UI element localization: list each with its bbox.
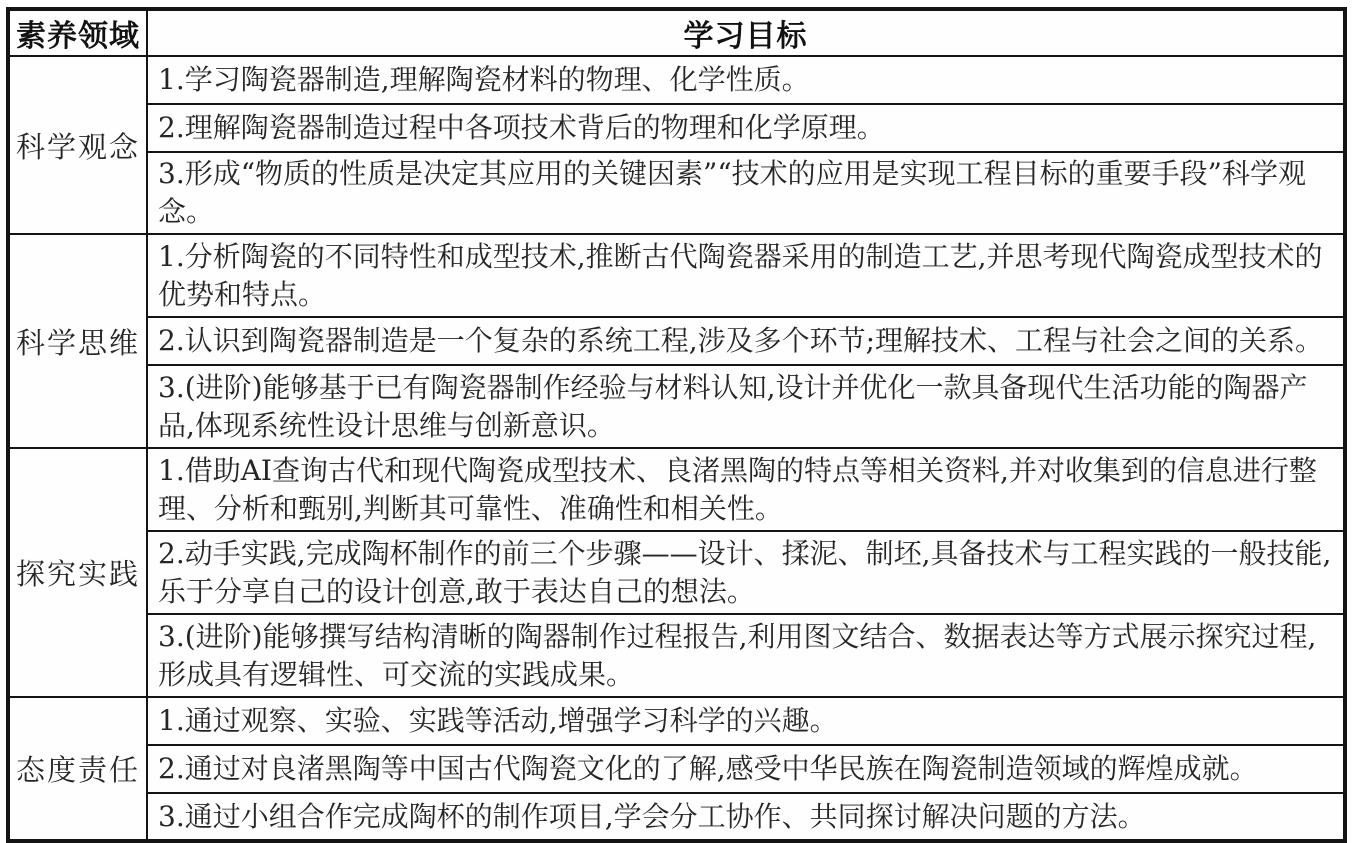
header-cell-domain: 素养领域 (8, 9, 147, 56)
table-row (8, 531, 1345, 614)
table-row (8, 56, 1345, 104)
table-row (8, 317, 1345, 365)
objective-cell: 3.通过小组合作完成陶杯的制作项目,学会分工协作、共同探讨解决问题的方法。 (147, 793, 1345, 841)
table-row (8, 104, 1345, 152)
domain-label-inquiry-practice: 探究实践 (8, 448, 147, 697)
header-cell-objective: 学习目标 (147, 9, 1345, 56)
objective-cell: 1.通过观察、实验、实践等活动,增强学习科学的兴趣。 (147, 697, 1345, 745)
objective-cell: 2.理解陶瓷器制造过程中各项技术背后的物理和化学原理。 (147, 104, 1345, 152)
table-row (8, 614, 1345, 697)
objective-cell: 3.形成“物质的性质是决定其应用的关键因素”“技术的应用是实现工程目标的重要手段”科学观念。 (147, 152, 1345, 234)
objective-cell: 2.认识到陶瓷器制造是一个复杂的系统工程,涉及多个环节;理解技术、工程与社会之间的关系。 (147, 317, 1345, 365)
domain-label-scientific-thinking: 科学思维 (8, 234, 147, 448)
objective-cell: 3.(进阶)能够撰写结构清晰的陶器制作过程报告,利用图文结合、数据表达等方式展示探究过程,形成具有逻辑性、可交流的实践成果。 (147, 614, 1345, 697)
domain-label-science-concepts: 科学观念 (8, 56, 147, 234)
objective-cell: 3.(进阶)能够基于已有陶瓷器制作经验与材料认知,设计并优化一款具备现代生活功能的陶器产品,体现系统性设计思维与创新意识。 (147, 365, 1345, 448)
table-row (8, 793, 1345, 841)
objective-cell: 2.动手实践,完成陶杯制作的前三个步骤——设计、揉泥、制坯,具备技术与工程实践的一般技能,乐于分享自己的设计创意,敢于表达自己的想法。 (147, 531, 1345, 614)
objective-cell: 1.借助AI查询古代和现代陶瓷成型技术、良渚黑陶的特点等相关资料,并对收集到的信息进行整理、分析和甄别,判断其可靠性、准确性和相关性。 (147, 448, 1345, 531)
objective-cell: 1.分析陶瓷的不同特性和成型技术,推断古代陶瓷器采用的制造工艺,并思考现代陶瓷成型技术的优势和特点。 (147, 234, 1345, 317)
learning-objectives-table (6, 7, 1347, 843)
domain-label-attitude-responsibility: 态度责任 (8, 697, 147, 841)
table-row (8, 448, 1345, 531)
table-row (8, 152, 1345, 234)
table-header-row (8, 9, 1345, 56)
table-row (8, 745, 1345, 793)
objective-cell: 1.学习陶瓷器制造,理解陶瓷材料的物理、化学性质。 (147, 56, 1345, 104)
table-row (8, 234, 1345, 317)
objective-cell: 2.通过对良渚黑陶等中国古代陶瓷文化的了解,感受中华民族在陶瓷制造领域的辉煌成就。 (147, 745, 1345, 793)
table-row (8, 697, 1345, 745)
table-row (8, 365, 1345, 448)
